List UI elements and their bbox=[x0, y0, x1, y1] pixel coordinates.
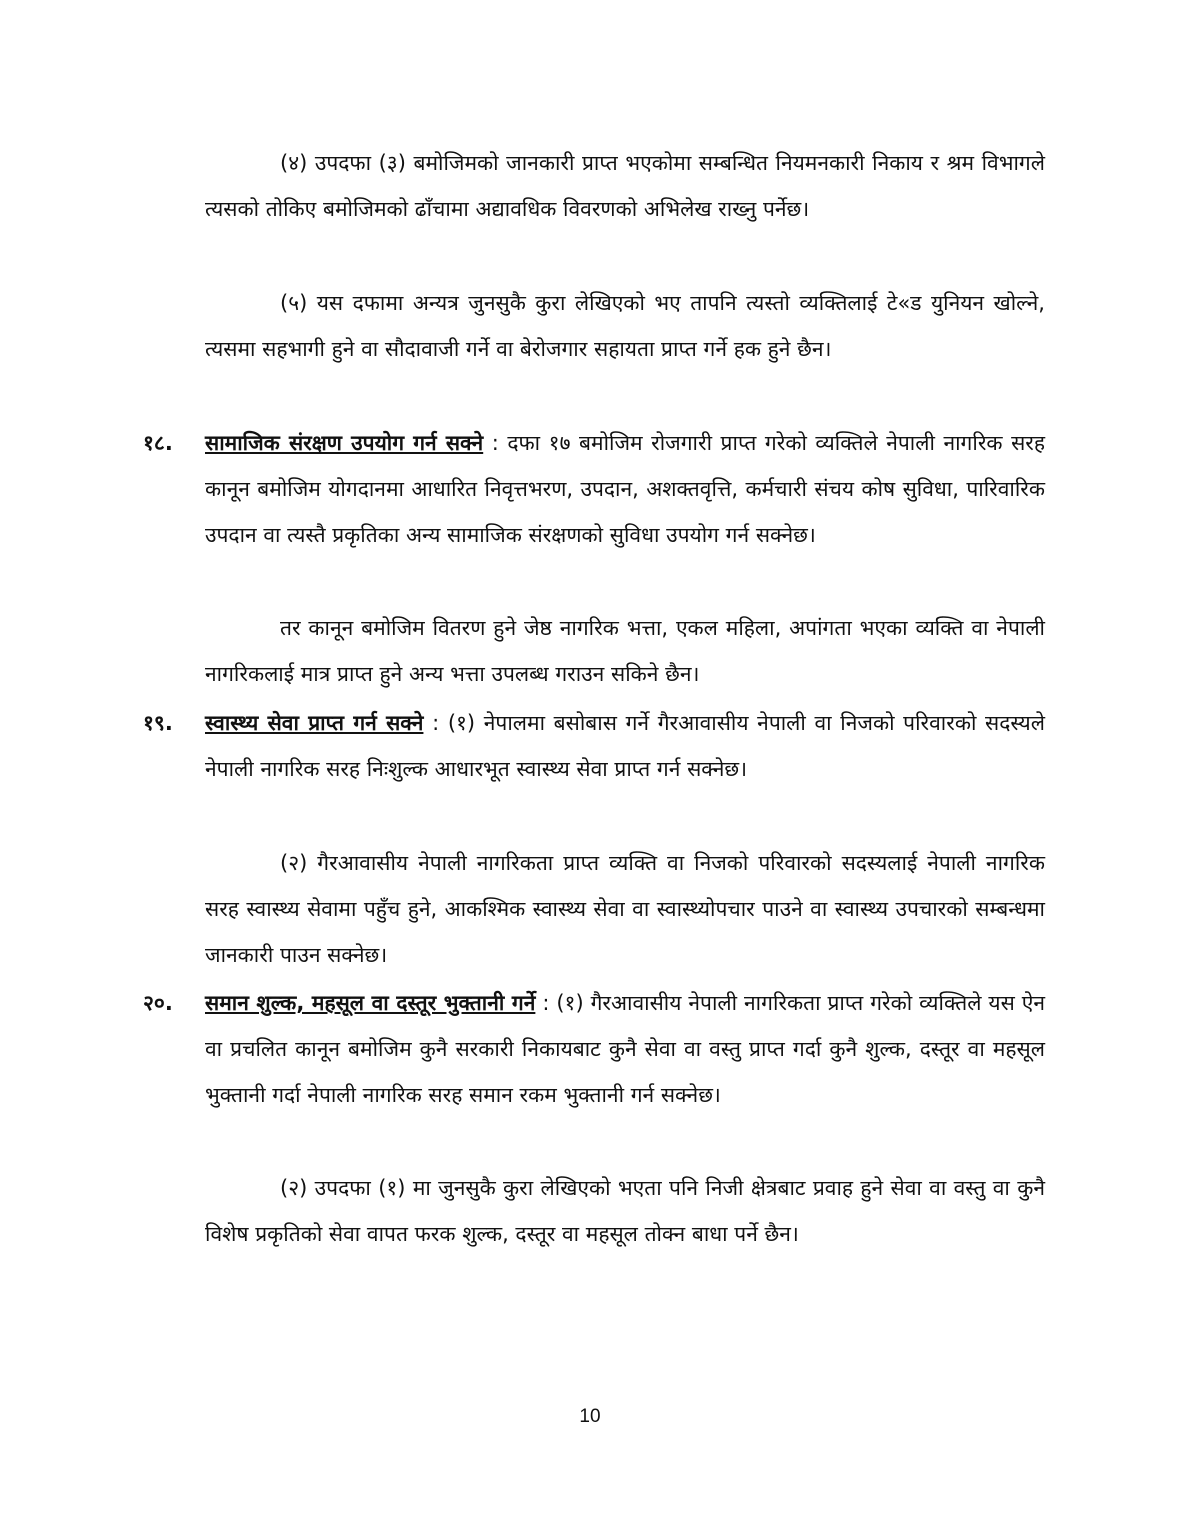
section-heading: सामाजिक संरक्षण उपयोग गर्न सक्ने bbox=[205, 431, 484, 455]
section-number: १९. bbox=[143, 711, 173, 735]
section-proviso: तर कानून बमोजिम वितरण हुने जेष्ठ नागरिक भत्ता, एकल महिला, अपांगता भएका व्यक्ति वा नेपाली नागरिकलाई मात्र प्राप्त हुने अन्य भत्ता उपलब्ध गराउन सकिने छैन। bbox=[205, 616, 1045, 686]
section-body bbox=[205, 420, 1045, 558]
paragraph-subsection-5: (५) यस दफामा अन्यत्र जुनसुकै कुरा लेखिएको भए तापनि त्यस्तो व्यक्तिलाई टे«ड युनियन खोल्ने, त्यसमा सहभागी हुने वा सौदावाजी गर्ने वा बेरोजगार सहायता प्राप्त गर्ने हक हुने छैन। bbox=[205, 291, 1045, 361]
section-heading: समान शुल्क, महसूल वा दस्तूर भुक्तानी गर्ने bbox=[205, 991, 536, 1015]
section-body bbox=[205, 700, 1045, 792]
paragraph-subsection-4: (४) उपदफा (३) बमोजिमको जानकारी प्राप्त भएकोमा सम्बन्धित नियमनकारी निकाय र श्रम विभागले त्यसको तोकिए बमोजिमको ढाँचामा अद्यावधिक विवरणको अभिलेख राख्नु पर्नेछ। bbox=[205, 151, 1045, 221]
section-heading: स्वास्थ्य सेवा प्राप्त गर्न सक्ने bbox=[205, 711, 424, 735]
section-text: : (१) गैरआवासीय नेपाली नागरिकता प्राप्त गरेको व्यक्तिले यस ऐन वा प्रचलित कानून बमोजिम कुनै सरकारी निकायबाट कुनै सेवा वा वस्तु प्राप्त गर्दा कुनै शुल्क, दस्तूर वा महसूल भुक्तानी गर्दा नेपाली नागरिक सरह समान रकम भुक्तानी गर्न सक्नेछ। bbox=[205, 991, 1045, 1107]
section-number: २०. bbox=[143, 991, 173, 1015]
section-body bbox=[205, 980, 1045, 1118]
section-subsection: (२) उपदफा (१) मा जुनसुकै कुरा लेखिएको भएता पनि निजी क्षेत्रबाट प्रवाह हुने सेवा वा वस्तु वा कुनै विशेष प्रकृतिको सेवा वापत फरक शुल्क, दस्तूर वा महसूल तोक्न बाधा पर्ने छैन। bbox=[205, 1176, 1045, 1246]
section-subsection: (२) गैरआवासीय नेपाली नागरिकता प्राप्त व्यक्ति वा निजको परिवारको सदस्यलाई नेपाली नागरिक सरह स्वास्थ्य सेवामा पहुँच हुने, आकश्मिक स्वास्थ्य सेवा वा स्वास्थ्योपचार पाउने वा स्वास्थ्य उपचारको सम्बन्धमा जानकारी पाउन सक्नेछ। bbox=[205, 851, 1045, 967]
section-number: १८. bbox=[143, 431, 173, 455]
section-text: : (१) नेपालमा बसोबास गर्ने गैरआवासीय नेपाली वा निजको परिवारको सदस्यले नेपाली नागरिक सरह निःशुल्क आधारभूत स्वास्थ्य सेवा प्राप्त गर्न सक्नेछ। bbox=[205, 711, 1045, 781]
section-text: : दफा १७ बमोजिम रोजगारी प्राप्त गरेको व्यक्तिले नेपाली नागरिक सरह कानून बमोजिम योगदानमा आधारित निवृत्तभरण, उपदान, अशक्तवृत्ति, कर्मचारी संचय कोष सुविधा, पारिवारिक उपदान वा त्यस्तै प्रकृतिका अन्य सामाजिक संरक्षणको सुविधा उपयोग गर्न सक्नेछ। bbox=[205, 431, 1046, 547]
page-number: 10 bbox=[579, 1406, 601, 1427]
